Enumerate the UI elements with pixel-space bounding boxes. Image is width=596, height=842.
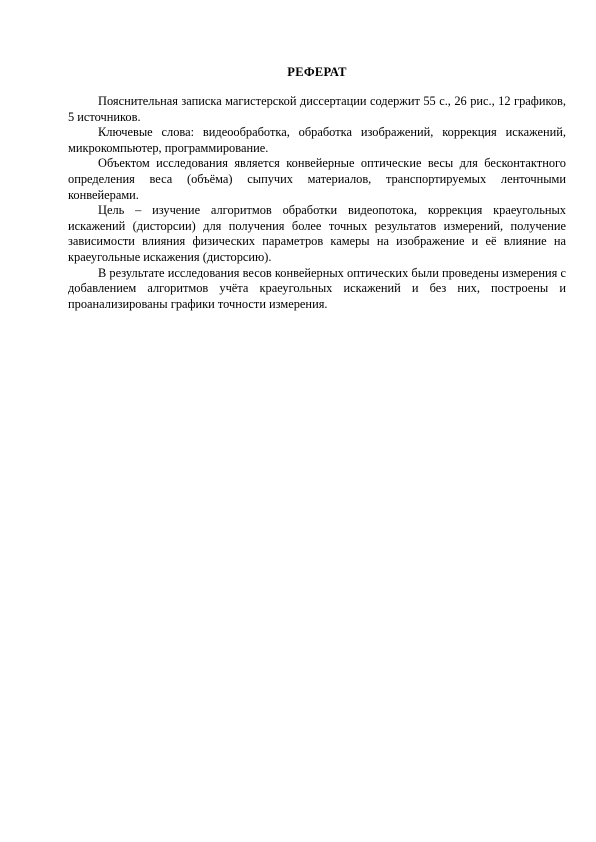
paragraph-result: В результате исследования весов конвейерных оптических были проведены измерения с добавлением алгоритмов учёта краеугольных искажений и без них, построены и проанализированы графики точности измерения. (68, 265, 566, 311)
paragraph-summary: Пояснительная записка магистерской диссертации содержит 55 с., 26 рис., 12 графиков, 5 источников. (68, 94, 566, 124)
document-title: РЕФЕРАТ (287, 65, 347, 79)
paragraph-goal: Цель – изучение алгоритмов обработки видеопотока, коррекция краеугольных искажений (дисторсии) для получения более точных результатов измерений, получение зависимости влияния физических параметров камеры на изображение и её влияние на краеугольные искажения (дисторсию). (68, 203, 566, 264)
paragraph-keywords: Ключевые слова: видеообработка, обработка изображений, коррекция искажений, микрокомпьютер, программирование. (68, 125, 566, 155)
paragraph-object: Объектом исследования является конвейерные оптические весы для бесконтактного определения веса (объёма) сыпучих материалов, транспортируемых ленточными конвейерами. (68, 156, 566, 202)
